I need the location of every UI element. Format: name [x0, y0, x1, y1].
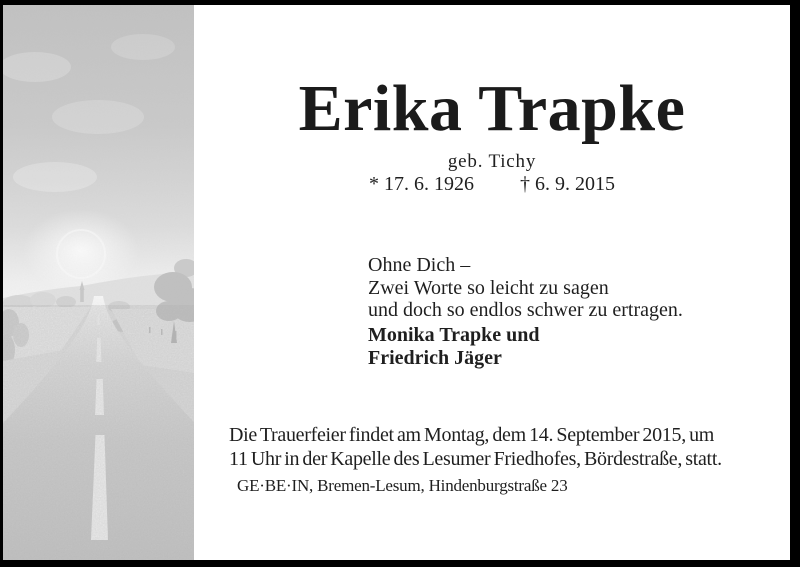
notice-paper	[3, 5, 790, 560]
country-road-photo	[3, 5, 194, 560]
mourners	[368, 324, 540, 369]
funeral-line: Die Trauerfeier findet am Montag, dem 14. September 2015, um	[229, 424, 715, 446]
funeral-line: 11 Uhr in der Kapelle des Lesumer Friedhofes, Bördestraße, statt.	[229, 448, 722, 470]
country-road-photo-image	[3, 5, 194, 560]
memorial-verse	[368, 254, 683, 322]
verse-line: Ohne Dich –	[368, 254, 471, 276]
deceased-name: Erika Trapke	[298, 72, 686, 145]
death-date: † 6. 9. 2015	[520, 173, 615, 195]
birth-date: * 17. 6. 1926	[369, 173, 474, 195]
birth-name: geb. Tichy	[447, 151, 537, 172]
funeral-info	[229, 423, 722, 471]
verse-line: und doch so endlos schwer zu ertragen.	[368, 299, 683, 321]
verse-line: Zwei Worte so leicht zu sagen	[368, 276, 609, 299]
mourner-line: Monika Trapke und	[368, 324, 540, 346]
life-dates	[194, 174, 790, 194]
notice-content	[194, 5, 790, 560]
funeral-home-line: GE·BE·IN, Bremen-Lesum, Hindenburgstraße 23	[237, 476, 568, 495]
mourner-line: Friedrich Jäger	[368, 346, 502, 369]
